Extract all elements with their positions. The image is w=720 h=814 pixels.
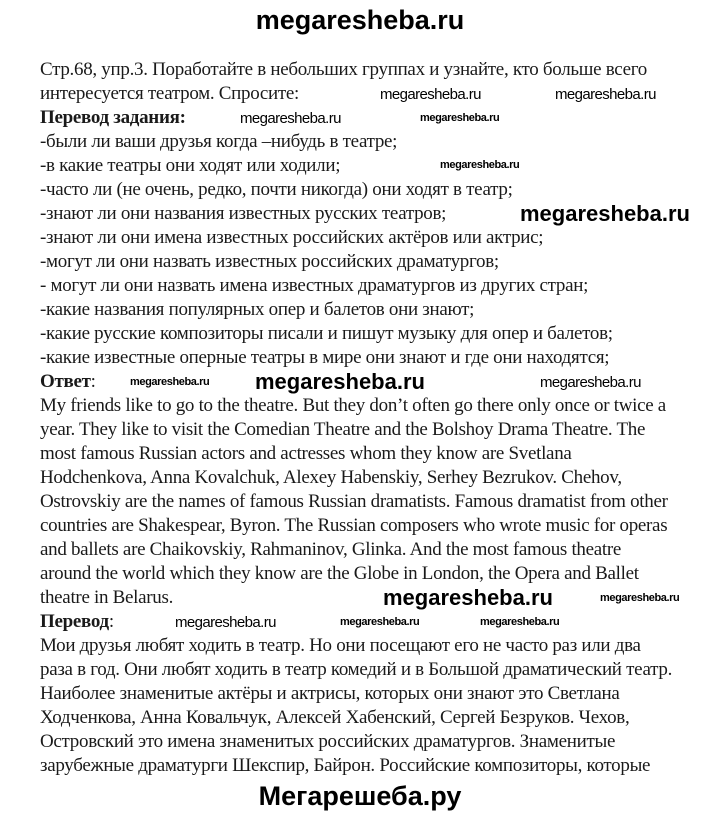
- translation-heading: Перевод: [40, 611, 109, 632]
- question-item: -какие русские композиторы писали и пишут музыку для опер и балетов;: [40, 323, 613, 344]
- watermark: megaresheba.ru: [383, 585, 553, 610]
- watermark: megaresheba.ru: [240, 110, 341, 127]
- watermark: megaresheba.ru: [540, 374, 641, 391]
- watermark: megaresheba.ru: [600, 592, 680, 604]
- translation-line: Мои друзья любят ходить в театр. Но они посещают его не часто раз или два: [40, 635, 641, 656]
- question-item: -могут ли они назвать известных российских драматургов;: [40, 251, 499, 272]
- question-item: -в какие театры они ходят или ходили;: [40, 155, 341, 176]
- task-line: Стр.68, упр.3. Поработайте в небольших группах и узнайте, кто больше всего: [40, 59, 647, 80]
- answer-line: Ostrovskiy are the names of famous Russian dramatists. Famous dramatist from other: [40, 491, 668, 512]
- translation-heading-line: Перевод:: [40, 611, 114, 632]
- question-item: -какие известные оперные театры в мире они знают и где они находятся;: [40, 347, 610, 368]
- question-item: -знают ли они имена известных российских актёров или актрис;: [40, 227, 544, 248]
- watermark: megaresheba.ru: [175, 614, 276, 631]
- answer-line: My friends like to go to the theatre. But they don’t often go there only once or twice a: [40, 395, 666, 416]
- answer-line: year. They like to visit the Comedian Theatre and the Bolshoy Drama Theatre. The: [40, 419, 646, 440]
- watermark: megaresheba.ru: [255, 369, 425, 394]
- translation-line: Ходченкова, Анна Ковальчук, Алексей Хабенский, Сергей Безруков. Чехов,: [40, 707, 630, 728]
- answer-heading: Ответ: [40, 371, 91, 392]
- question-item: -какие названия популярных опер и балетов они знают;: [40, 299, 475, 320]
- watermark: megaresheba.ru: [440, 159, 520, 171]
- question-item: -часто ли (не очень, редко, почти никогда) они ходят в театр;: [40, 179, 513, 200]
- watermark: megaresheba.ru: [340, 616, 420, 628]
- document-body: [40, 58, 672, 778]
- watermark: megaresheba.ru: [555, 86, 656, 103]
- translation-line: Наиболее знаменитые актёры и актрисы, которых они знают это Светлана: [40, 683, 620, 704]
- answer-line: around the world which they know are the Globe in London, the Opera and Ballet: [40, 563, 639, 584]
- question-item: -знают ли они названия известных русских театров;: [40, 203, 447, 224]
- watermark: megaresheba.ru: [380, 86, 481, 103]
- translation-line: зарубежные драматурги Шекспир, Байрон. Российские композиторы, которые: [40, 755, 651, 776]
- watermark: megaresheba.ru: [520, 201, 690, 226]
- translation-line: Островский это имена знаменитых российских драматургов. Знаменитые: [40, 731, 616, 752]
- answer-heading-line: Ответ:: [40, 371, 96, 392]
- answer-line: theatre in Belarus.: [40, 587, 174, 608]
- answer-line: countries are Shakespear, Byron. The Russian composers who wrote music for operas: [40, 515, 668, 536]
- task-line: интересуется театром. Спросите:: [40, 83, 300, 104]
- question-item: - могут ли они назвать имена известных драматургов из других стран;: [40, 275, 589, 296]
- question-item: -были ли ваши друзья когда –нибудь в театре;: [40, 131, 398, 152]
- site-header[interactable]: megaresheba.ru: [255, 5, 465, 35]
- watermark: megaresheba.ru: [480, 616, 560, 628]
- answer-line: most famous Russian actors and actresses whom they know are Svetlana: [40, 443, 572, 464]
- translation-line: раза в год. Они любят ходить в театр комедий и в Большой драматический театр.: [40, 659, 673, 680]
- answer-line: Hodchenkova, Anna Kovalchuk, Alexey Habenskiy, Serhey Bezrukov. Chehov,: [40, 467, 622, 488]
- site-footer[interactable]: Мегарешеба.ру: [258, 781, 462, 811]
- watermark: megaresheba.ru: [130, 376, 210, 388]
- watermark: megaresheba.ru: [420, 112, 500, 124]
- answer-line: and ballets are Chaikovskiy, Rahmaninov, Glinka. And the most famous theatre: [40, 539, 622, 560]
- translation-task-heading: Перевод задания:: [40, 107, 186, 128]
